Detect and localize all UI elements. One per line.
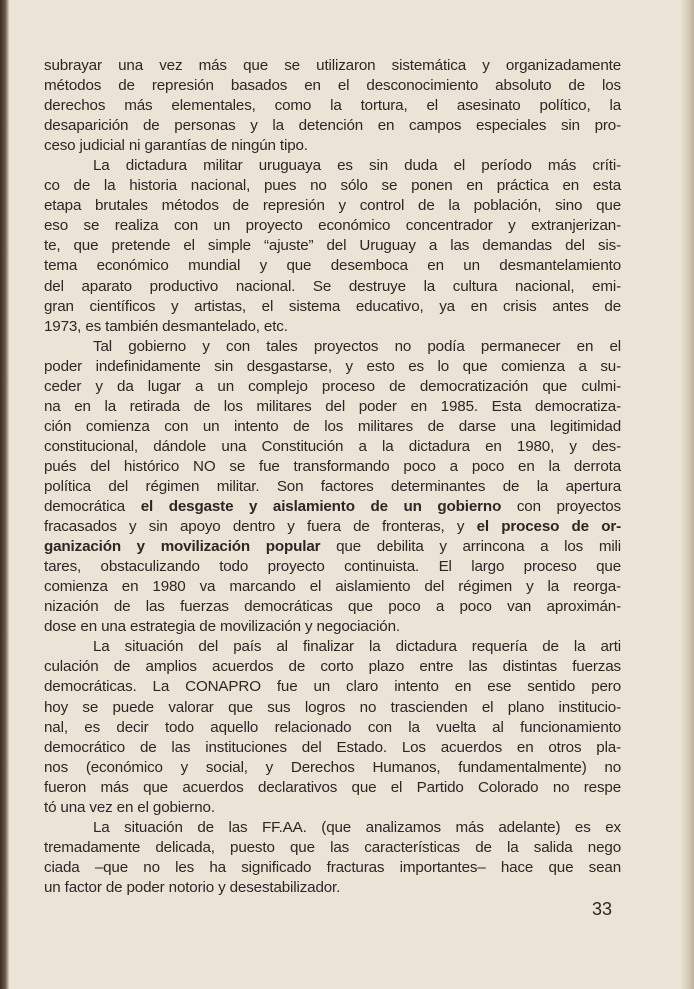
bold-text-segment: el proceso de or- xyxy=(476,518,621,536)
text-segment: derechos más elementales, como la tortura, el asesinato político, la xyxy=(44,97,621,115)
text-line xyxy=(44,858,621,878)
text-segment: ceso judicial ni garantías de ningún tipo. xyxy=(44,137,308,155)
text-segment: 1973, es también desmantelado, etc. xyxy=(44,317,288,335)
text-segment: gran científicos y artistas, el sistema educativo, ya en crisis antes de xyxy=(44,297,621,315)
text-segment: tó una vez en el gobierno. xyxy=(44,798,215,816)
text-line xyxy=(44,838,621,858)
text-segment: política del régimen militar. Son factores determinantes de la apertura xyxy=(44,477,621,495)
text-segment: La situación de las FF.AA. (que analizamos más adelante) es ex xyxy=(93,818,621,836)
text-segment: pués del histórico NO se fue transformando poco a poco en la derrota xyxy=(44,457,621,475)
page-edge-shadow xyxy=(680,0,694,989)
text-line xyxy=(44,597,621,617)
text-line xyxy=(44,116,621,136)
text-line xyxy=(44,337,621,357)
text-segment: nos (económico y social, y Derechos Humanos, fundamentalmente) no xyxy=(44,758,621,776)
text-segment: poder indefinidamente sin desgastarse, y esto es lo que comienza a su- xyxy=(44,357,621,375)
page-number: 33 xyxy=(592,899,613,919)
text-line xyxy=(44,557,621,577)
text-line xyxy=(44,617,621,637)
text-segment: hoy se puede valorar que sus logros no trascienden el plano institucio- xyxy=(44,698,621,716)
text-line xyxy=(44,196,621,216)
text-segment: democrática xyxy=(44,498,141,516)
text-segment: métodos de represión basados en el desconocimiento absoluto de los xyxy=(44,77,621,95)
text-line xyxy=(44,457,621,477)
text-segment: que debilita y arrincona a los mili xyxy=(320,538,621,556)
text-line xyxy=(44,818,621,838)
text-line xyxy=(44,437,621,457)
text-segment: La dictadura militar uruguaya es sin duda el período más críti- xyxy=(93,157,621,175)
text-line xyxy=(44,417,621,437)
text-line xyxy=(44,758,621,778)
text-segment: un factor de poder notorio y desestabilizador. xyxy=(44,878,341,896)
text-segment: tema económico mundial y que desemboca en un desmantelamiento xyxy=(44,257,621,275)
text-line xyxy=(44,176,621,196)
text-segment: nización de las fuerzas democráticas que poco a poco van aproximán- xyxy=(44,598,621,616)
text-segment: tares, obstaculizando todo proyecto continuista. El largo proceso que xyxy=(44,558,621,576)
bold-text-segment: el desgaste y aislamiento de un gobierno xyxy=(140,498,502,516)
text-line xyxy=(44,357,621,377)
text-line xyxy=(44,76,621,96)
text-segment: constitucional, dándole una Constitución a la dictadura en 1980, y des- xyxy=(44,437,621,455)
text-line xyxy=(44,236,621,256)
body-text xyxy=(44,56,621,898)
text-line xyxy=(44,156,621,176)
text-line xyxy=(44,517,621,537)
text-line xyxy=(44,577,621,597)
text-segment: dose en una estrategia de movilización y negociación. xyxy=(44,618,400,636)
text-segment: tremadamente delicada, puesto que las características de la salida nego xyxy=(44,838,621,856)
text-line xyxy=(44,537,621,557)
bold-text-segment: ganización y movilización popular xyxy=(44,538,321,556)
text-line xyxy=(44,317,621,337)
text-line xyxy=(44,297,621,317)
text-line xyxy=(44,377,621,397)
text-line xyxy=(44,277,621,297)
text-line xyxy=(44,136,621,156)
text-segment: La situación del país al finalizar la dictadura requería de la arti xyxy=(93,638,621,656)
text-line xyxy=(44,497,621,517)
book-binding-edge xyxy=(0,0,9,989)
text-segment: te, que pretende el simple “ajuste” del Uruguay a las demandas del sis- xyxy=(44,237,621,255)
text-segment: ciada –que no les ha significado fracturas importantes– hace que sean xyxy=(44,858,621,876)
text-segment: etapa brutales métodos de represión y control de la población, sino que xyxy=(44,197,621,215)
text-segment: fracasados y sin apoyo dentro y fuera de fronteras, y xyxy=(44,518,477,536)
text-segment: ción comienza con un intento de los militares de darse una legitimidad xyxy=(44,417,621,435)
text-segment: democráticas. La CONAPRO fue un claro intento en ese sentido pero xyxy=(44,678,621,696)
text-segment: ceder y da lugar a un complejo proceso de democratización que culmi- xyxy=(44,377,621,395)
text-line xyxy=(44,256,621,276)
text-segment: eso se realiza con un proyecto económico concentrador y extranjerizan- xyxy=(44,217,621,235)
text-segment: nal, es decir todo aquello relacionado con la vuelta al funcionamiento xyxy=(44,718,621,736)
text-segment: desaparición de personas y la detención en campos especiales sin pro- xyxy=(44,117,621,135)
text-line xyxy=(44,778,621,798)
text-line xyxy=(44,216,621,236)
text-line xyxy=(44,798,621,818)
text-line xyxy=(44,878,621,898)
text-line xyxy=(44,397,621,417)
text-segment: co de la historia nacional, pues no sólo se ponen en práctica en esta xyxy=(44,177,621,195)
text-line xyxy=(44,718,621,738)
text-line xyxy=(44,96,621,116)
text-line xyxy=(44,677,621,697)
text-line xyxy=(44,738,621,758)
text-segment: del aparato productivo nacional. Se destruye la cultura nacional, emi- xyxy=(44,277,621,295)
text-segment: con proyectos xyxy=(501,498,622,516)
text-segment: subrayar una vez más que se utilizaron sistemática y organizadamente xyxy=(44,57,621,74)
text-line xyxy=(44,657,621,677)
text-line xyxy=(44,477,621,497)
text-segment: comienza en 1980 va marcando el aislamiento del régimen y la reorga- xyxy=(44,578,621,596)
text-segment: democrático de las instituciones del Estado. Los acuerdos en otros pla- xyxy=(44,738,621,756)
text-segment: culación de amplios acuerdos de corto plazo entre las distintas fuerzas xyxy=(44,658,621,676)
text-line xyxy=(44,698,621,718)
text-line xyxy=(44,637,621,657)
text-segment: fueron más que acuerdos declarativos que el Partido Colorado no respe xyxy=(44,778,621,796)
text-line xyxy=(44,56,621,76)
text-segment: Tal gobierno y con tales proyectos no podía permanecer en el xyxy=(93,337,621,355)
text-segment: na en la retirada de los militares del poder en 1985. Esta democratiza- xyxy=(44,397,621,415)
